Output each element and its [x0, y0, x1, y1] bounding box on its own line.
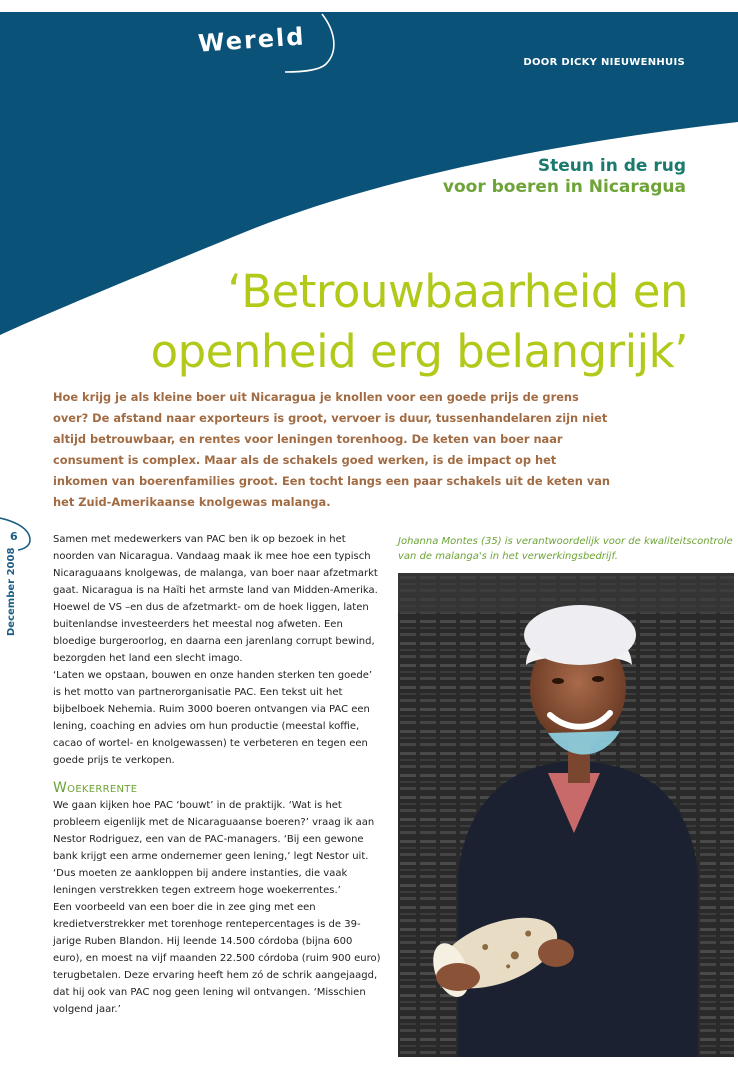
subheading-text: Woekerrente — [53, 780, 138, 796]
kicker — [443, 156, 686, 198]
article-body — [53, 531, 383, 1018]
author-byline: DOOR DICKY NIEUWENHUIS — [523, 57, 685, 68]
body-paragraph-1: Samen met medewerkers van PAC ben ik op bezoek in het noorden van Nicaragua. Vandaag maak ik mee hoe een typisch Nicaraguaans knolgewas, de malanga, van boer naar afzetmarkt gaat. Nicaragua is na Haïti het armste land van Midden-Amerika. Hoewel de VS –en dus de afzetmarkt- om de hoek liggen, laten buitenlandse investeerders het meestal nog afweten. Een bloedige burgeroorlog, en daarna een jarenlang corrupt bewind, bezorgden het land een slecht imago. — [53, 534, 378, 664]
headline — [48, 262, 688, 382]
intro-paragraph: Hoe krijg je als kleine boer uit Nicaragua je knollen voor een goede prijs de grens over? De afstand naar exporteurs is groot, vervoer is duur, tussenhandelaren zijn niet altijd betrouwbaar, en rentes voor leningen torenhoog. De keten van boer naar consument is complex. Maar als de schakels goed werken, is de impact op het inkomen van boerenfamilies groot. Een tocht langs een paar schakels uit de keten van het Zuid-Amerikaanse knolgewas malanga. — [53, 390, 611, 509]
body-paragraph-3: We gaan kijken hoe PAC ‘bouwt’ in de praktijk. ‘Wat is het probleem eigenlijk met de Nicaraguaanse boeren?’ vraag ik aan Nestor Rodriguez, een van de PAC-managers. ‘Bij een gewone bank krijgt een arme ondernemer geen lening,’ legt Nestor uit. ‘Dus moeten ze aankloppen bij andere instanties, die vaak leningen verstrekken tegen extreem hoge woekerrentes.’ — [53, 800, 375, 896]
headline-line-1: ‘Betrouwbaarheid en — [227, 265, 688, 319]
subheading — [53, 780, 383, 797]
body-paragraph-4: Een voorbeeld van een boer die in zee ging met een kredietverstrekker met torenhoge rentepercentages is de 39-jarige Ruben Blandon. Hij leende 14.500 córdoba (bijna 600 euro), en moest na vijf maanden 22.500 córdoba (ruim 900 euro) terugbetalen. Deze ervaring heeft hem zó de schrik aangejaagd, dat hij ook van PAC nog geen lening wil ontvangen. ‘Misschien volgend jaar.’ — [53, 902, 381, 1015]
page-number: 6 — [10, 530, 18, 543]
issue-date: December 2008 — [6, 547, 17, 636]
kicker-line-1: Steun in de rug — [537, 156, 686, 176]
section-label: Wereld — [197, 22, 307, 58]
article-photo — [398, 573, 734, 1057]
headline-line-2: openheid erg belangrijk’ — [150, 325, 688, 379]
body-paragraph-2: ‘Laten we opstaan, bouwen en onze handen sterken ten goede’ is het motto van partnerorganisatie PAC. Een tekst uit het bijbelboek Nehemia. Ruim 3000 boeren ontvangen via PAC een lening, coaching en advies om hun productie (meestal koffie, cacao of wortel- en knolgewassen) te verbeteren en tegen een goede prijs te verkopen. — [53, 670, 373, 766]
kicker-line-2: voor boeren in Nicaragua — [442, 177, 686, 197]
photo-caption: Johanna Montes (35) is verantwoordelijk voor de kwaliteitscontrole van de malanga's in het verwerkingsbedrijf. — [398, 536, 733, 562]
photo-illustration — [398, 573, 734, 1057]
